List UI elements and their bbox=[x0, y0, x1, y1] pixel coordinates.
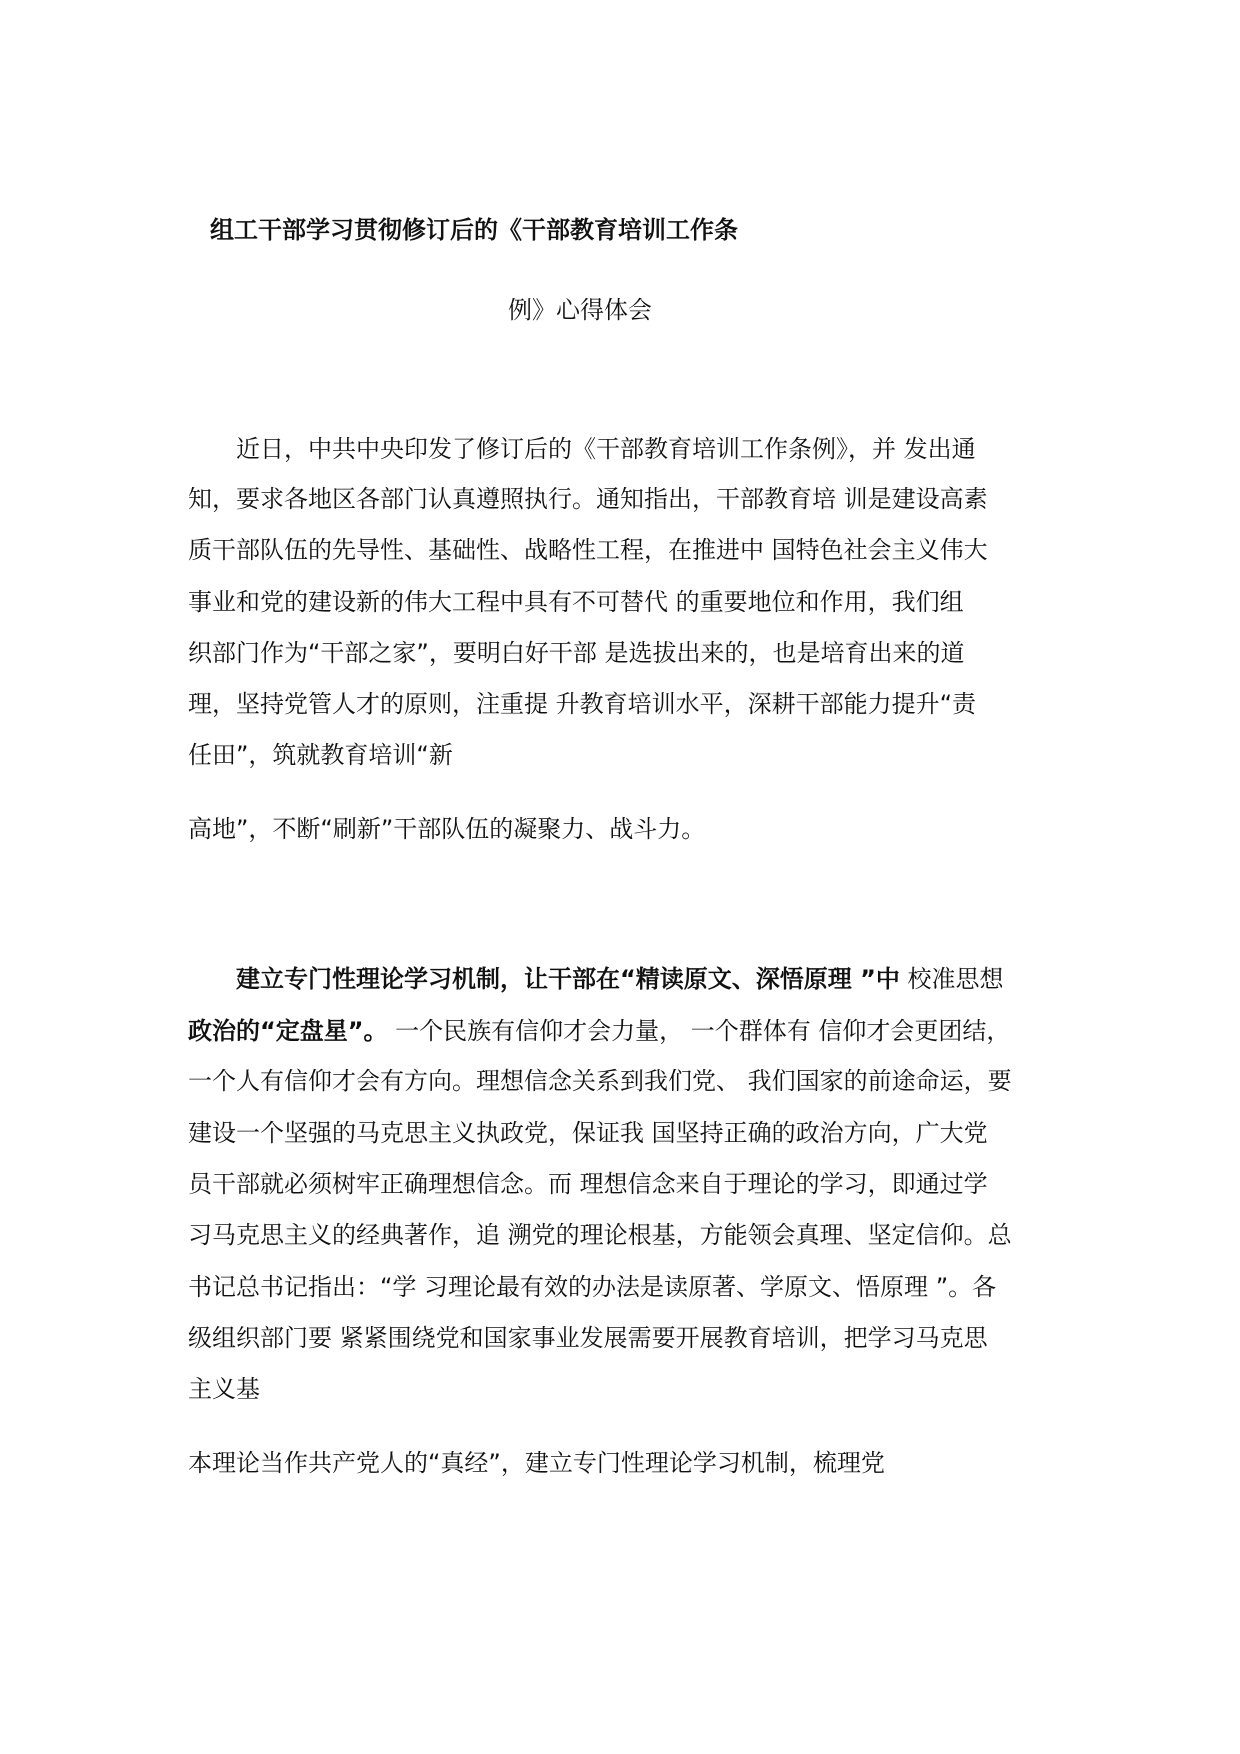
paragraph-2-line-2: 建设一个坚强的马克思主义执政党，保证我 国坚持正确的政治方向，广大党 bbox=[188, 1119, 988, 1147]
section-1-heading: 建立专门性理论学习机制，让干部在“精读原文、深悟原理 ”中 bbox=[188, 965, 900, 993]
paragraph-1-tail: 高地”，不断“刷新”干部队伍的凝聚力、战斗力。 bbox=[188, 815, 706, 843]
section-1-heading-line bbox=[188, 962, 1004, 996]
paragraph-2-line-5: 书记总书记指出：“学 习理论最有效的办法是读原著、学原文、悟原理 ”。各 bbox=[188, 1273, 997, 1301]
document-title-line-2: 例》心得体会 bbox=[508, 296, 652, 324]
paragraph-1-line-6: 理，坚持党管人才的原则，注重提 升教育培训水平，深耕干部能力提升“责 bbox=[188, 690, 977, 718]
paragraph-2-line-3: 员干部就必须树牢正确理想信念。而 理想信念来自于理论的学习，即通过学 bbox=[188, 1170, 988, 1198]
document-title-line-1: 组工干部学习贯彻修订后的《干部教育培训工作条 bbox=[210, 216, 738, 244]
section-1-text-start: 一个民族有信仰才会力量， 一个群体有 信仰才会更团结， bbox=[387, 1017, 1011, 1045]
paragraph-1-line-4: 事业和党的建设新的伟大工程中具有不可替代 的重要地位和作用，我们组 bbox=[188, 588, 964, 616]
paragraph-2-line-6: 级组织部门要 紧紧围绕党和国家事业发展需要开展教育培训，把学习马克思 bbox=[188, 1324, 988, 1352]
paragraph-2-line-1: 一个人有信仰才会有方向。理想信念关系到我们党、 我们国家的前途命运，要 bbox=[188, 1067, 1012, 1095]
paragraph-1-line-5: 织部门作为“干部之家”，要明白好干部 是选拔出来的，也是培育出来的道 bbox=[188, 639, 965, 667]
paragraph-1-line-7: 任田”，筑就教育培训“新 bbox=[188, 741, 453, 769]
paragraph-1-line-1: 近日，中共中央印发了修订后的《干部教育培训工作条例》，并 发出通 bbox=[188, 435, 976, 463]
section-1-line-2 bbox=[188, 1014, 1010, 1048]
paragraph-2-line-4: 习马克思主义的经典著作，追 溯党的理论根基，方能领会真理、坚定信仰。总 bbox=[188, 1221, 1012, 1249]
paragraph-2-line-7: 主义基 bbox=[188, 1375, 260, 1403]
paragraph-2-tail: 本理论当作共产党人的“真经”，建立专门性理论学习机制，梳理党 bbox=[188, 1449, 885, 1477]
paragraph-1-line-2: 知，要求各地区各部门认真遵照执行。通知指出，干部教育培 训是建设高素 bbox=[188, 485, 988, 513]
section-1-heading-rest: 校准思想 bbox=[899, 965, 1004, 993]
paragraph-1-line-3: 质干部队伍的先导性、基础性、战略性工程，在推进中 国特色社会主义伟大 bbox=[188, 536, 988, 564]
section-1-heading-end: 政治的“定盘星”。 bbox=[188, 1017, 388, 1045]
